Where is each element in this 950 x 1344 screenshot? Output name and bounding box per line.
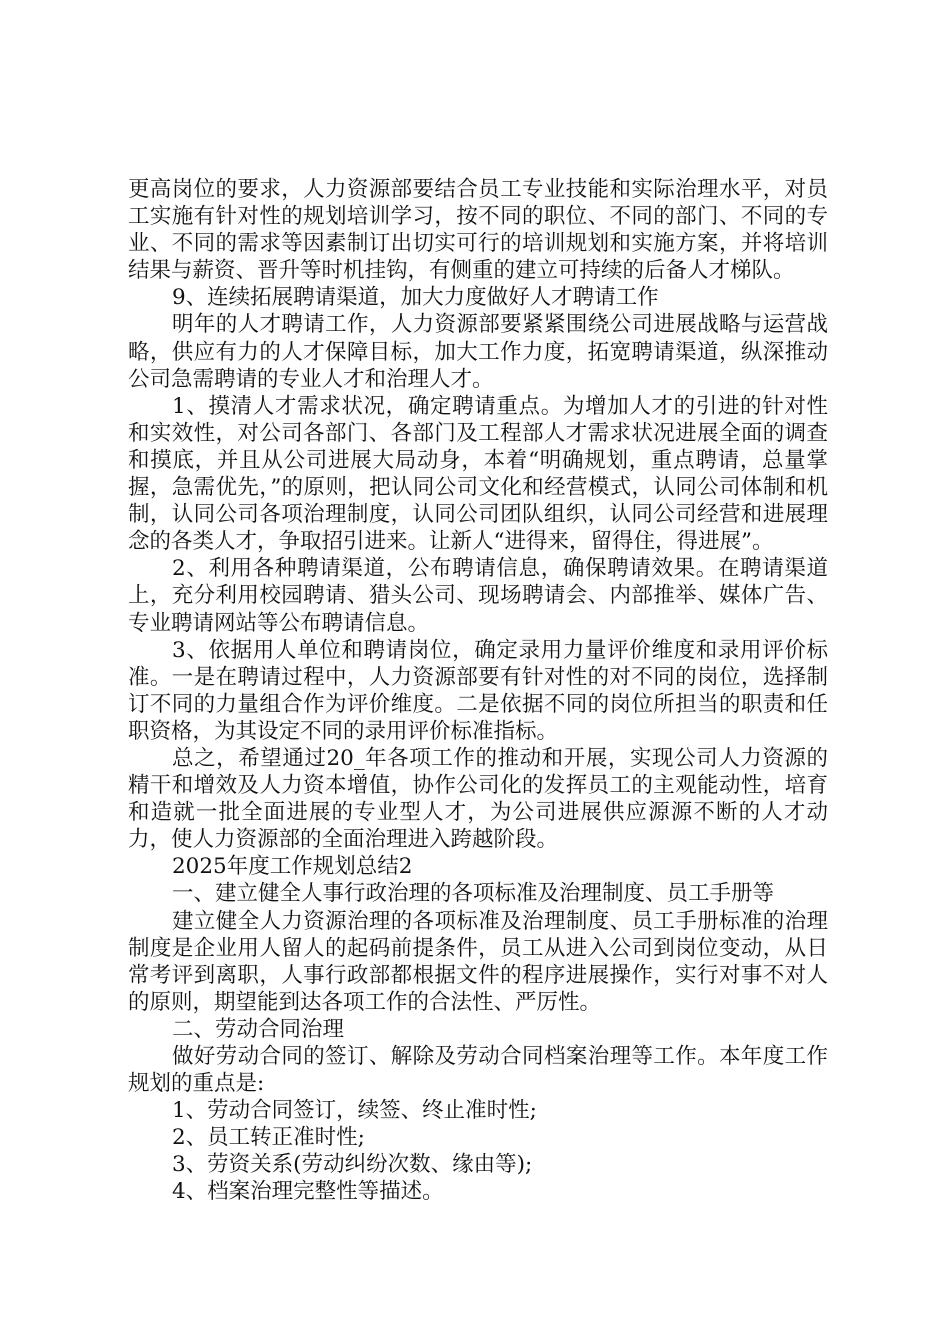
paragraph-training-plan: 更高岗位的要求，人力资源部要结合员工专业技能和实际治理水平，对员工实施有针对性的规划培训学习，按不同的职位、不同的部门、不同的专业、不同的需求等因素制订出切实可行的培训规划和实施方案，并将培训结果与薪资、晋升等时机挂钩，有侧重的建立可持续的后备人才梯队。 (128, 177, 828, 284)
list-item-contract-signing: 1、劳动合同签订，续签、终止准时性; (172, 1098, 537, 1124)
heading-labor-contract: 二、劳动合同治理 (172, 1016, 345, 1042)
paragraph-conclusion: 总之，希望通过20_年各项工作的推动和开展，实现公司人力资源的精干和增效及人力资本增值，协作公司化的发挥员工的主观能动性，培育和造就一批全面进展的专业型人才，为公司进展供应源源不断的人才动力，使人力资源部的全面治理进入跨越阶段。 (128, 745, 828, 853)
paragraph-evaluation-standard: 3、依据用人单位和聘请岗位，确定录用力量评价维度和录用评价标准。一是在聘请过程中，人力资源部要有针对性的对不同的岗位，选择制订不同的力量组合作为评价维度。二是依据不同的岗位所担当的职责和任职资格，为其设定不同的录用评价标准指标。 (128, 637, 828, 744)
list-item-labor-relations: 3、劳资关系(劳动纠纷次数、缘由等); (172, 1152, 533, 1178)
paragraph-labor-contract: 做好劳动合同的签订、解除及劳动合同档案治理等工作。本年度工作规划的重点是: (128, 1044, 828, 1097)
list-item-probation: 2、员工转正准时性; (172, 1125, 365, 1151)
document-page (128, 176, 828, 1206)
paragraph-talent-demand: 1、摸清人才需求状况，确定聘请重点。为增加人才的引进的针对性和实效性，对公司各部门、各部门及工程部人才需求状况进展全面的调查和摸底，并且从公司进展大局动身，本着“明确规划，重点聘请，总量掌握，急需优先，”的原则，把认同公司文化和经营模式，认同公司体制和机制，认同公司各项治理制度，认同公司团队组织，认同公司经营和进展理念的各类人才，争取招引进来。让新人“进得来，留得住，得进展”。 (128, 393, 828, 555)
list-item-archive: 4、档案治理完整性等描述。 (172, 1179, 444, 1205)
paragraph-recruitment-info: 2、利用各种聘请渠道，公布聘请信息，确保聘请效果。在聘请渠道上，充分利用校园聘请、猎头公司、现场聘请会、内部推举、媒体广告、专业聘请网站等公布聘请信息。 (128, 556, 828, 636)
paragraph-hr-standards: 建立健全人力资源治理的各项标准及治理制度、员工手册标准的治理制度是企业用人留人的起码前提条件，员工从进入公司到岗位变动，从日常考评到离职，人事行政部都根据文件的程序进展操作，实行对事不对人的原则，期望能到达各项工作的合法性、严厉性。 (128, 908, 828, 1015)
heading-hr-standards: 一、建立健全人事行政治理的各项标准及治理制度、员工手册等 (172, 881, 775, 907)
heading-recruitment-channels: 9、连续拓展聘请渠道，加大力度做好人才聘请工作 (172, 285, 659, 311)
paragraph-recruitment-intro: 明年的人才聘请工作，人力资源部要紧紧围绕公司进展战略与运营战略，供应有力的人才保障目标，加大工作力度，拓宽聘请渠道，纵深推动公司急需聘请的专业人才和治理人才。 (128, 312, 828, 392)
section-title-summary-2: 2025年度工作规划总结2 (172, 854, 413, 880)
